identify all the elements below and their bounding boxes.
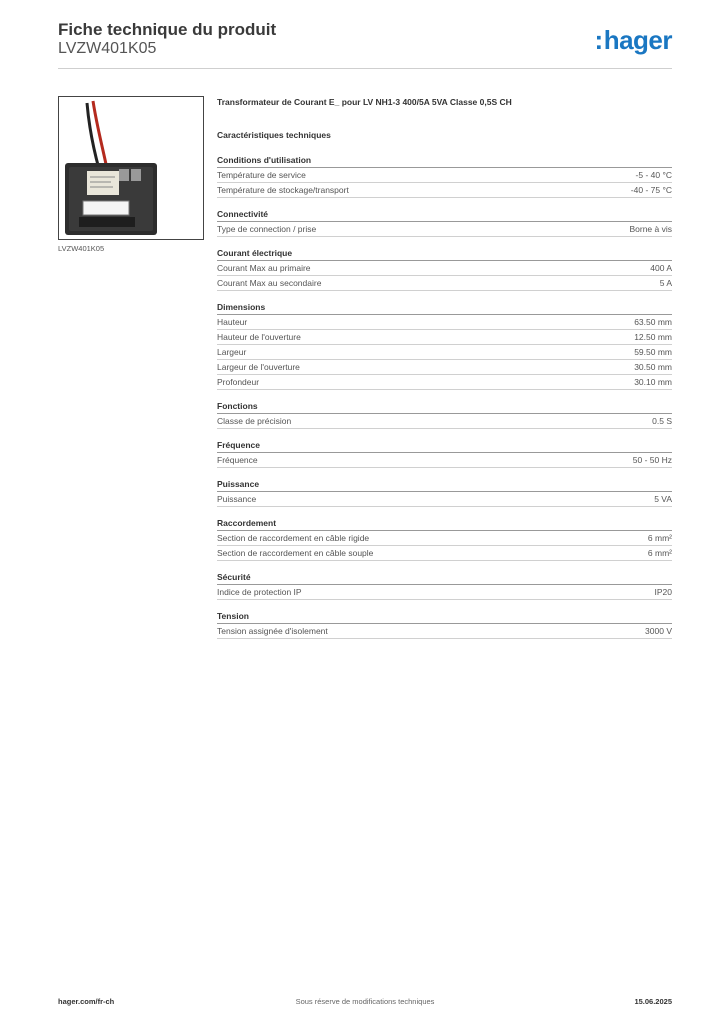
footer-date: 15.06.2025 — [634, 997, 672, 1006]
logo-text: hager — [603, 25, 672, 55]
spec-label: Courant Max au secondaire — [217, 278, 322, 288]
page-footer — [58, 997, 672, 1011]
spec-label: Section de raccordement en câble souple — [217, 548, 374, 558]
spec-value: -40 - 75 °C — [630, 185, 672, 195]
spec-content — [217, 97, 672, 639]
spec-section — [217, 154, 672, 198]
section-title: Raccordement — [217, 517, 672, 531]
spec-row — [217, 330, 672, 345]
spec-row — [217, 492, 672, 507]
spec-label: Type de connection / prise — [217, 224, 317, 234]
spec-label: Indice de protection IP — [217, 587, 302, 597]
spec-value: 3000 V — [645, 626, 672, 636]
hager-logo: :hager — [594, 25, 672, 55]
spec-row — [217, 453, 672, 468]
spec-section — [217, 439, 672, 468]
spec-value: 6 mm² — [647, 548, 672, 558]
spec-section — [217, 247, 672, 291]
spec-value: 5 A — [659, 278, 672, 288]
spec-section — [217, 571, 672, 600]
spec-section — [217, 517, 672, 561]
spec-value: 50 - 50 Hz — [632, 455, 672, 465]
image-caption: LVZW401K05 — [58, 244, 105, 253]
section-title: Conditions d'utilisation — [217, 154, 672, 168]
spec-label: Température de stockage/transport — [217, 185, 349, 195]
spec-label: Hauteur de l'ouverture — [217, 332, 301, 342]
spec-label: Puissance — [217, 494, 257, 504]
spec-label: Tension assignée d'isolement — [217, 626, 328, 636]
spec-sections — [217, 154, 672, 639]
spec-value: Borne à vis — [629, 224, 672, 234]
spec-row — [217, 345, 672, 360]
spec-section — [217, 610, 672, 639]
current-transformer-illustration — [59, 97, 203, 239]
section-title: Puissance — [217, 478, 672, 492]
spec-row — [217, 183, 672, 198]
section-title: Dimensions — [217, 301, 672, 315]
footer-website-link[interactable]: hager.com/fr-ch — [58, 997, 115, 1006]
spec-label: Largeur de l'ouverture — [217, 362, 300, 372]
spec-value: 30.10 mm — [634, 377, 672, 387]
spec-label: Température de service — [217, 170, 306, 180]
spec-row — [217, 261, 672, 276]
section-title: Fonctions — [217, 400, 672, 414]
page-title: Fiche technique du produit — [58, 20, 277, 39]
section-title: Courant électrique — [217, 247, 672, 261]
spec-row — [217, 624, 672, 639]
spec-value: IP20 — [654, 587, 672, 597]
spec-value: 59.50 mm — [634, 347, 672, 357]
spec-row — [217, 585, 672, 600]
spec-label: Courant Max au primaire — [217, 263, 311, 273]
spec-value: 30.50 mm — [634, 362, 672, 372]
spec-label: Largeur — [217, 347, 247, 357]
spec-value: 400 A — [650, 263, 672, 273]
spec-value: 0.5 S — [652, 416, 672, 426]
page-header — [58, 20, 672, 69]
spec-row — [217, 276, 672, 291]
spec-row — [217, 168, 672, 183]
spec-row — [217, 531, 672, 546]
spec-value: 63.50 mm — [634, 317, 672, 327]
spec-row — [217, 375, 672, 390]
section-title: Connectivité — [217, 208, 672, 222]
spec-value: 6 mm² — [647, 533, 672, 543]
spec-label: Profondeur — [217, 377, 260, 387]
product-title: Transformateur de Courant E_ pour LV NH1-3 400/5A 5VA Classe 0,5S CH — [217, 97, 512, 107]
product-image — [58, 96, 204, 240]
product-reference: LVZW401K05 — [58, 40, 157, 57]
spec-label: Hauteur — [217, 317, 248, 327]
footer-disclaimer: Sous réserve de modifications techniques — [295, 997, 435, 1006]
spec-section — [217, 301, 672, 390]
spec-row — [217, 315, 672, 330]
spec-row — [217, 360, 672, 375]
spec-row — [217, 414, 672, 429]
spec-label: Section de raccordement en câble rigide — [217, 533, 370, 543]
section-title: Fréquence — [217, 439, 672, 453]
spec-row — [217, 546, 672, 561]
spec-label: Classe de précision — [217, 416, 292, 426]
characteristics-title: Caractéristiques techniques — [217, 130, 331, 140]
spec-value: 5 VA — [654, 494, 672, 504]
spec-row — [217, 222, 672, 237]
section-title: Sécurité — [217, 571, 672, 585]
spec-value: -5 - 40 °C — [635, 170, 672, 180]
spec-section — [217, 208, 672, 237]
spec-section — [217, 400, 672, 429]
section-title: Tension — [217, 610, 672, 624]
spec-value: 12.50 mm — [634, 332, 672, 342]
spec-section — [217, 478, 672, 507]
spec-label: Fréquence — [217, 455, 258, 465]
